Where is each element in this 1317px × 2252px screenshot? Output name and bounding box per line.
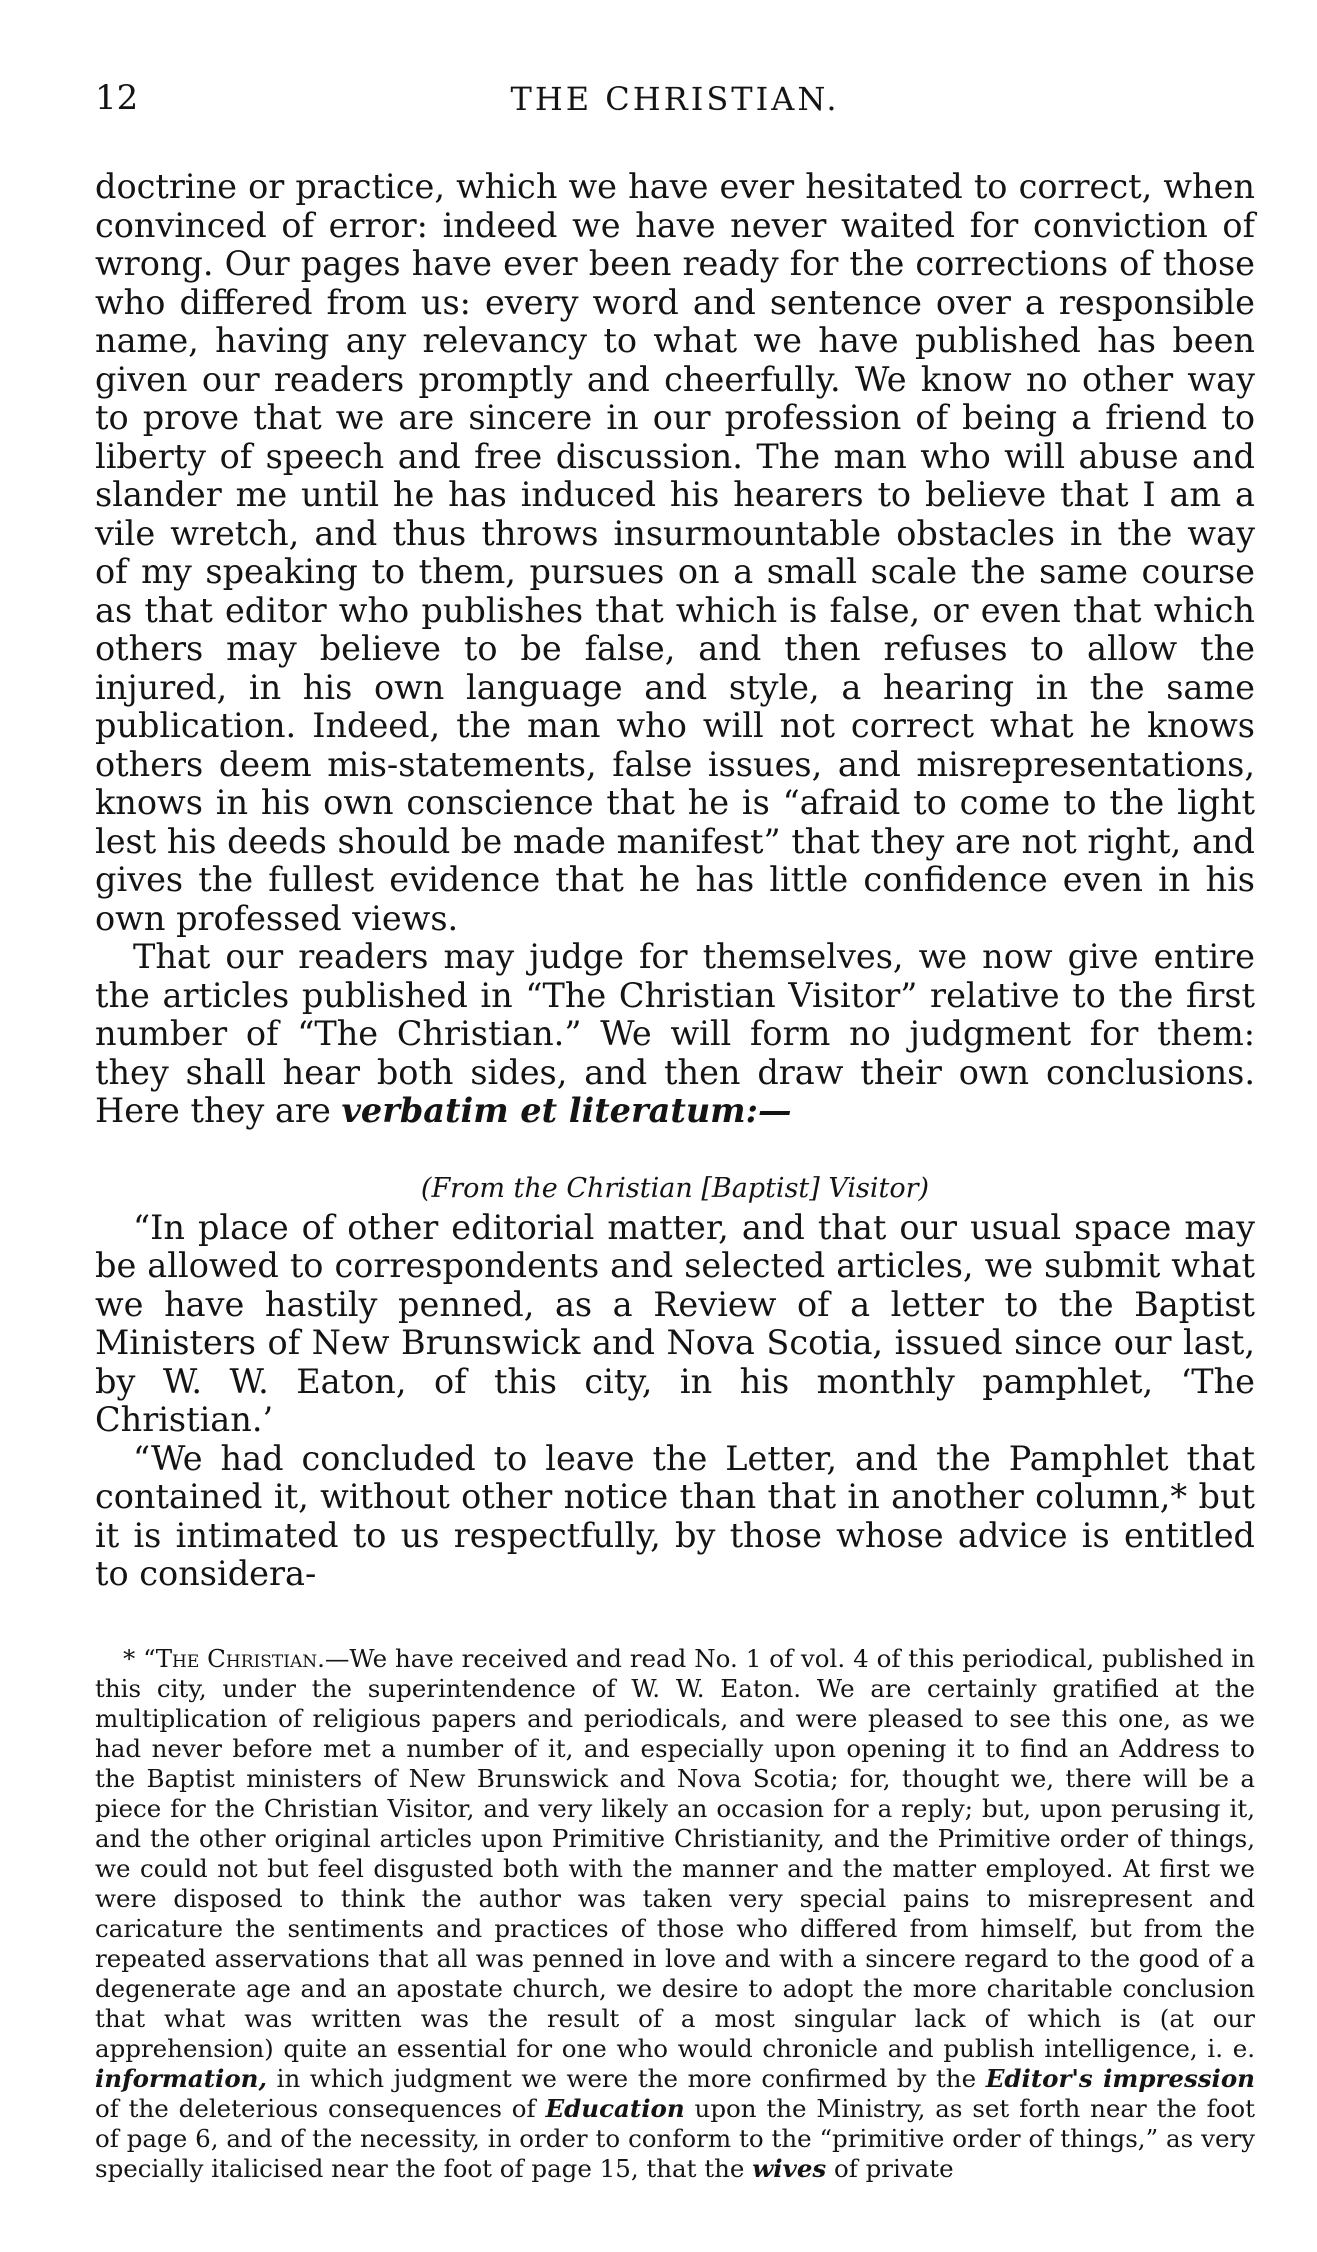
footnote-text-1: —We have received and read No. 1 of vol. 4 of this periodical, published in this city, under the superintendence of W. W. Eaton. We are certainly gratified at the multiplication of religious papers and periodicals, and were pleased to see this one, as we had never before met a number of it, and especially upon opening it to find an Address to the Baptist ministers of New Brunswick and Nova Scotia; for, thought we, there will be a piece for the Christian Visitor, and very likely an occasion for a reply; but, upon perusing it, and the other original articles upon Primitive Christianity, and the Primitive order of things, we could not but feel disgusted both with the manner and the matter employed. At first we were disposed to think the author was taken very special pains to misrepresent and caricature the sentiments and practices of those who differed from himself, but from the repeated asservations that all was penned in love and with a sincere regard to the good of a degenerate age and an apostate church, we desire to adopt the more charitable conclusion that what was written was the result of a most singular lack of which is (at our apprehension) quite an essential for one who would chronicle and publish intelligence, i. e. [95, 1643, 1255, 2063]
body-paragraph-1: doctrine or practice, which we have ever hesitated to correct, when convinced of error: indeed we have never waited for conviction of wrong. Our pages have ever been ready for the corrections of those who differed from us: every word and sentence over a responsible name, having any relevancy to what we have published has been given our readers promptly and cheerfully. We know no other way to prove that we are sincere in our profession of being a friend to liberty of speech and free discussion. The man who will abuse and slander me until he has induced his hearers to believe that I am a vile wretch, and thus throws insurmountable obstacles in the way of my speaking to them, pursues on a small scale the same course as that editor who publishes that which is false, or even that which others may believe to be false, and then refuses to allow the injured, in his own language and style, a hearing in the same publication. Indeed, the man who will not correct what he knows others deem mis-statements, false issues, and misrepresentations, knows in his own conscience that he is “afraid to come to the light lest his deeds should be made manifest” that they are not right, and gives the fullest evidence that he has little confidence even in his own professed views. [95, 167, 1255, 938]
footnote-text-4: upon the Ministry, as set forth near the foot of page 6, and of the necessity, in order to conform to the “primitive order of things,” as very specially italicised near the foot of page 15, that the [95, 2093, 1255, 2183]
footnote-text-5: of private [834, 2153, 954, 2183]
source-attribution: (From the Christian [Baptist] Visitor) [420, 1172, 930, 1204]
footnote-italic-1: information, [95, 2063, 268, 2093]
body-paragraph-2 [95, 938, 1255, 1131]
quoted-paragraph-2: “We had concluded to leave the Letter, and the Pamphlet that contained it, without other notice than that in another column,* but it is intimated to us respectfully, by those whose advice is entitled to considera- [95, 1438, 1255, 1593]
footnote-text-2: in which judgment we were the more confirmed by the [276, 2063, 977, 2093]
footnote [95, 1644, 1255, 2184]
footnote-text-3: of the deleterious consequences of [95, 2093, 536, 2123]
verbatim-phrase: verbatim et literatum:— [341, 1091, 792, 1130]
page-body [95, 168, 1255, 2184]
footnote-lead: * “The Christian. [123, 1643, 325, 1673]
page-header [95, 78, 1255, 138]
body-paragraph-2-text: That our readers may judge for themselves, we now give entire the articles published in “The Christian Visitor” relative to the first number of “The Christian.” We will form no judgment for them: they shall hear both sides, and then draw their own conclusions. Here they are [95, 937, 1255, 1130]
footnote-italic-3: Education [545, 2093, 685, 2123]
page-number: 12 [95, 78, 139, 118]
footnote-italic-2: Editor's impression [985, 2063, 1255, 2093]
quoted-paragraph-1: “In place of other editorial matter, and that our usual space may be allowed to correspondents and selected articles, we submit what we have hastily penned, as a Review of a letter to the Baptist Ministers of New Brunswick and Nova Scotia, issued since our last, by W. W. Eaton, of this city, in his monthly pamphlet, ‘The Christian.’ [95, 1207, 1255, 1439]
footnote-italic-4: wives [752, 2153, 827, 2183]
running-title: THE CHRISTIAN. [510, 80, 840, 118]
